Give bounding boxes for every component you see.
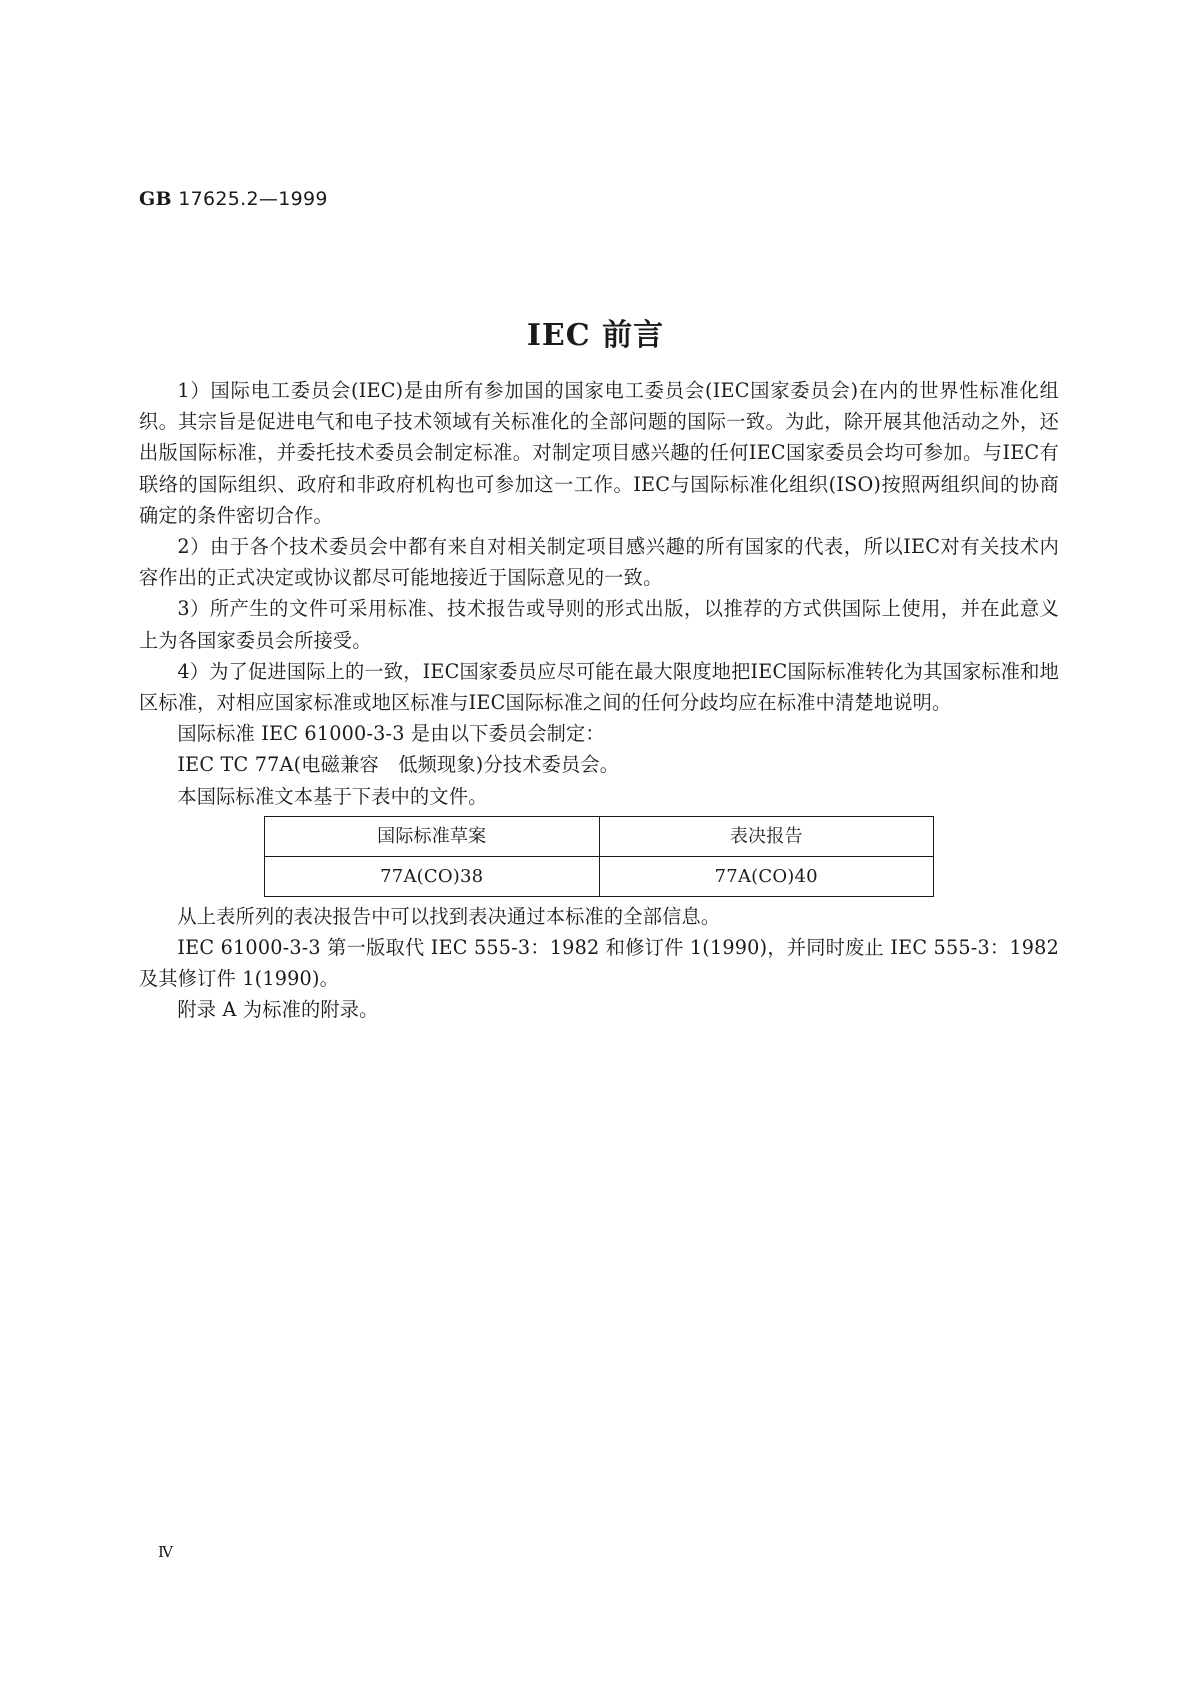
table-cell-draft: 77A(CO)38	[265, 856, 600, 896]
table-header-row	[265, 816, 934, 856]
paragraph-after-table-1: 从上表所列的表决报告中可以找到表决通过本标准的全部信息。	[177, 904, 721, 928]
standard-number	[139, 188, 328, 210]
gb-prefix: GB	[139, 188, 172, 210]
documents-table	[264, 816, 934, 897]
paragraph-2: 2）由于各个技术委员会中都有来自对相关制定项目感兴趣的所有国家的代表，所以IEC对有关技术内容作出的正式决定或协议都尽可能地接近于国际意见的一致。	[139, 535, 1059, 590]
paragraph-after-table-2: IEC 61000-3-3 第一版取代 IEC 555-3：1982 和修订件 1(1990)，并同时废止 IEC 555-3：1982 及其修订件 1(1990)。	[139, 936, 1059, 991]
page-number: Ⅳ	[158, 1543, 173, 1561]
paragraph-1: 1）国际电工委员会(IEC)是由所有参加国的国家电工委员会(IEC国家委员会)在内的世界性标准化组织。其宗旨是促进电气和电子技术领域有关标准化的全部问题的国际一致。为此，除开展其他活动之外，还出版国际标准，并委托技术委员会制定标准。对制定项目感兴趣的任何IEC国家委员会均可参加。与IEC有联络的国际组织、政府和非政府机构也可参加这一工作。IEC与国际标准化组织(ISO)按照两组织间的协商确定的条件密切合作。	[139, 379, 1059, 527]
page-title: IEC 前言	[526, 318, 665, 353]
paragraph-3: 3）所产生的文件可采用标准、技术报告或导则的形式出版，以推荐的方式供国际上使用，并在此意义上为各国家委员会所接受。	[139, 597, 1059, 652]
table-header-draft: 国际标准草案	[265, 816, 600, 856]
paragraph-6: IEC TC 77A(电磁兼容 低频现象)分技术委员会。	[177, 753, 620, 777]
table-row	[265, 856, 934, 896]
paragraph-7: 本国际标准文本基于下表中的文件。	[177, 784, 488, 808]
standard-code: 17625.2—1999	[178, 188, 328, 210]
paragraph-5: 国际标准 IEC 61000-3-3 是由以下委员会制定：	[177, 722, 605, 746]
paragraph-after-table-3: 附录 A 为标准的附录。	[177, 998, 379, 1022]
body-text	[139, 375, 1059, 1026]
table-cell-voting-report: 77A(CO)40	[599, 856, 934, 896]
table-header-voting-report: 表决报告	[599, 816, 934, 856]
paragraph-4: 4）为了促进国际上的一致，IEC国家委员应尽可能在最大限度地把IEC国际标准转化为其国家标准和地区标准，对相应国家标准或地区标准与IEC国际标准之间的任何分歧均应在标准中清楚地说明。	[139, 659, 1059, 715]
